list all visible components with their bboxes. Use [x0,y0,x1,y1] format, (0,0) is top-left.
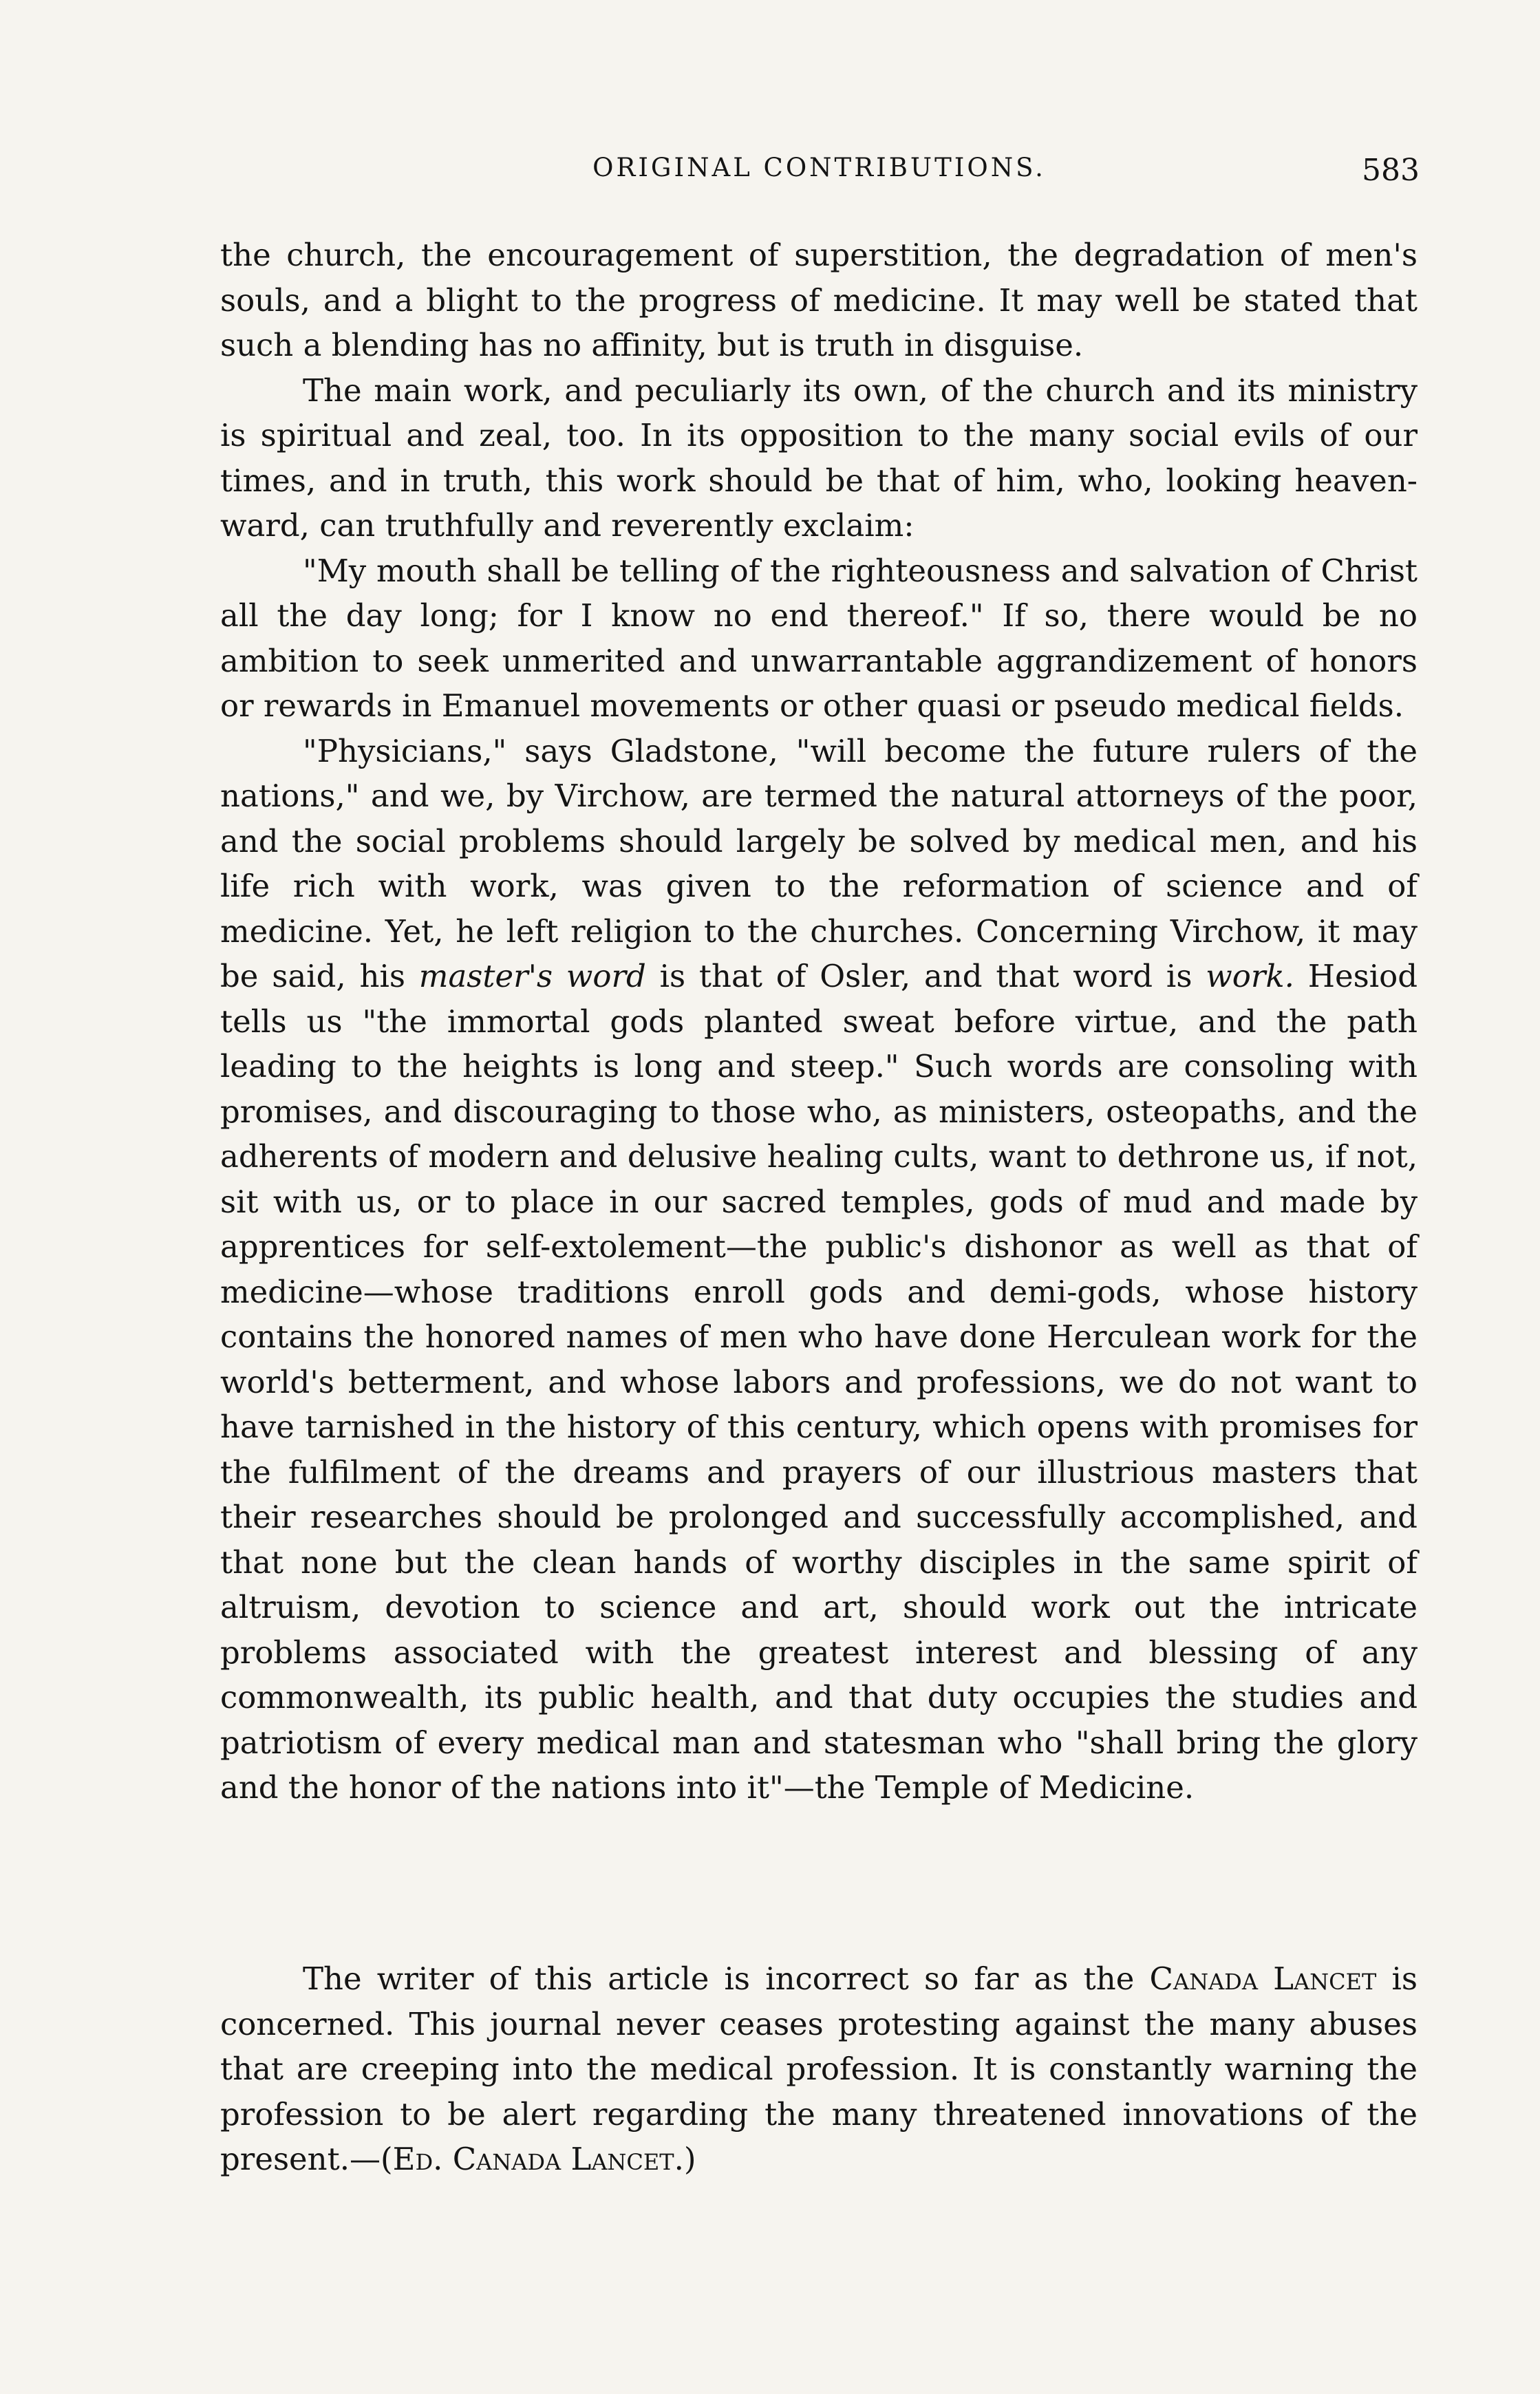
paragraph-4-part-1: "Physicians," says Gladstone, "will become the future rulers of the nations," and we, by Virchow, are termed the natural attorneys of the poor, and the social problems should largely be solved by medical men, and his life rich with work, was given to the reformation of science and of medicine. Yet, he left religion to the churches. Concerning Virchow, it may be said, his [220,732,1418,994]
italic-work: work. [1206,958,1294,994]
page-number: 583 [1362,153,1420,188]
article-body [220,233,1418,1810]
paragraph-3: "My mouth shall be telling of the righteousness and salvation of Christ all the day long; for I know no end thereof." If so, there would be no ambition to seek unmerited and unwarrantable aggrandizement of honors or rewards in Emanuel movements or other quasi or pseudo medical fields. [220,552,1418,724]
editor-signature: Ed. Canada Lancet. [392,2141,684,2177]
paragraph-4 [220,729,1418,1810]
paragraph-1: the church, the encouragement of superstition, the degradation of men's souls, and a blight to the progress of medicine. It may well be stated that such a blending has no affinity, but is truth in disguise. [220,237,1418,363]
running-title: ORIGINAL CONTRIBUTIONS. [592,153,1046,182]
paragraph-4-part-2: is that of Osler, and that word is [645,958,1206,994]
paragraph-2: The main work, and peculiarly its own, of the church and its ministry is spiritual and zeal, too. In its opposition to the many social evils of our times, and in truth, this work should be that of him, who, looking heaven-ward, can truthfully and reverently exclaim: [220,372,1418,544]
editor-note-part-2: is concerned. This journal never ceases protesting against the many abuses that are creeping into the medical profession. It is constantly warning the profession to be alert regarding the many threatened innovations of the present.—( [220,1960,1418,2177]
editor-note-part-1: The writer of this article is incorrect so far as the [303,1960,1150,1997]
running-head [219,153,1420,194]
paragraph-4-part-3: Hesiod tells us "the immortal gods planted sweat before virtue, and the path leading to the heights is long and steep." Such words are consoling with promises, and discouraging to those who, as ministers, osteopaths, and the adherents of modern and delusive healing cults, want to dethrone us, if not, sit with us, or to place in our sacred temples, gods of mud and made by apprentices for self-extolement—the public's dishonor as well as that of medicine—whose traditions enroll gods and demi-gods, whose history contains the honored names of men who have done Herculean work for the world's betterment, and whose labors and professions, we do not want to have tarnished in the history of this century, which opens with promises for the fulfilment of the dreams and prayers of our illustrious masters that their researches should be prolonged and successfully accomplished, and that none but the clean hands of worthy disciples in the same spirit of altruism, devotion to science and art, should work out the intricate problems associated with the greatest interest and blessing of any commonwealth, its public health, and that duty occupies the studies and patriotism of every medical man and statesman who "shall bring the glory and the honor of the nations into it"—the Temple of Medicine. [220,958,1418,1806]
editor-note-part-3: ) [683,2141,696,2177]
journal-name: Canada Lancet [1149,1960,1377,1997]
editor-note [220,1956,1418,2182]
editor-note-paragraph [220,1956,1418,2182]
italic-masters-word: master's word [418,958,646,994]
